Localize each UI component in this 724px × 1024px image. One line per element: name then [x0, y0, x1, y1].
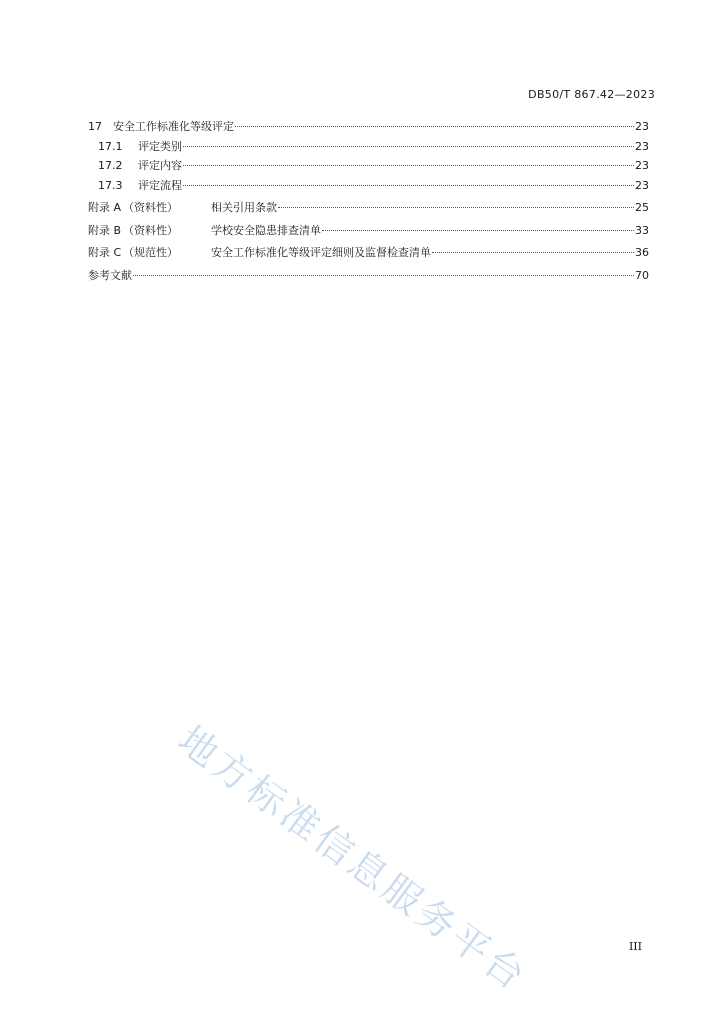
toc-entry-page: 25 — [635, 201, 649, 214]
watermark: 地方标准信息服务平台 — [170, 717, 536, 1001]
document-code: DB50/T 867.42—2023 — [528, 88, 655, 101]
toc-leader-dots — [183, 185, 634, 186]
toc-entry-appendix-a[interactable] — [88, 198, 649, 218]
toc-entry-appendix-c[interactable] — [88, 243, 649, 263]
page-number: III — [628, 940, 642, 953]
toc-entry-page: 23 — [635, 178, 649, 192]
toc-entry-title: 参考文献 — [88, 268, 132, 282]
toc-entry-page: 23 — [635, 120, 649, 133]
toc-entry-category: （资料性） — [123, 223, 178, 237]
toc-entry-category: （规范性） — [123, 246, 178, 259]
toc-entry-number: 附录 A — [88, 201, 122, 214]
toc-entry-page: 70 — [635, 268, 649, 282]
toc-entry-references[interactable] — [88, 266, 649, 286]
toc-entry-17-1[interactable] — [88, 137, 649, 157]
toc-entry-page: 23 — [635, 159, 649, 172]
toc-entry-number: 附录 C — [88, 246, 122, 259]
toc-entry-title: 安全工作标准化等级评定细则及监督检查清单 — [211, 246, 431, 259]
toc-entry-page: 36 — [635, 246, 649, 259]
toc-entry-chapter-17[interactable] — [88, 117, 649, 137]
toc-entry-number: 17.3 — [98, 178, 123, 192]
toc-leader-dots — [183, 146, 634, 147]
toc-entry-title: 评定内容 — [138, 159, 182, 172]
toc-entry-number: 附录 B — [88, 223, 122, 237]
toc-leader-dots — [278, 207, 634, 208]
toc-entry-page: 33 — [635, 223, 649, 237]
toc-entry-17-2[interactable] — [88, 156, 649, 176]
toc-entry-category: （资料性） — [123, 201, 178, 214]
toc-entry-page: 23 — [635, 139, 649, 153]
toc-entry-appendix-b[interactable] — [88, 221, 649, 241]
toc-leader-dots — [235, 126, 634, 127]
toc-leader-dots — [183, 165, 634, 166]
toc-entry-title: 相关引用条款 — [211, 201, 277, 214]
toc-entry-title: 评定类别 — [138, 139, 182, 153]
toc-entry-title: 评定流程 — [138, 178, 182, 192]
toc-entry-number: 17.2 — [98, 159, 123, 172]
toc-entry-number: 17.1 — [98, 139, 123, 153]
table-of-contents — [88, 117, 649, 285]
toc-leader-dots — [432, 252, 634, 253]
toc-leader-dots — [322, 230, 634, 231]
toc-entry-17-3[interactable] — [88, 176, 649, 196]
toc-leader-dots — [133, 275, 634, 276]
toc-entry-title: 学校安全隐患排查清单 — [211, 223, 321, 237]
toc-entry-title: 安全工作标准化等级评定 — [113, 120, 234, 133]
toc-entry-number: 17 — [88, 120, 102, 133]
